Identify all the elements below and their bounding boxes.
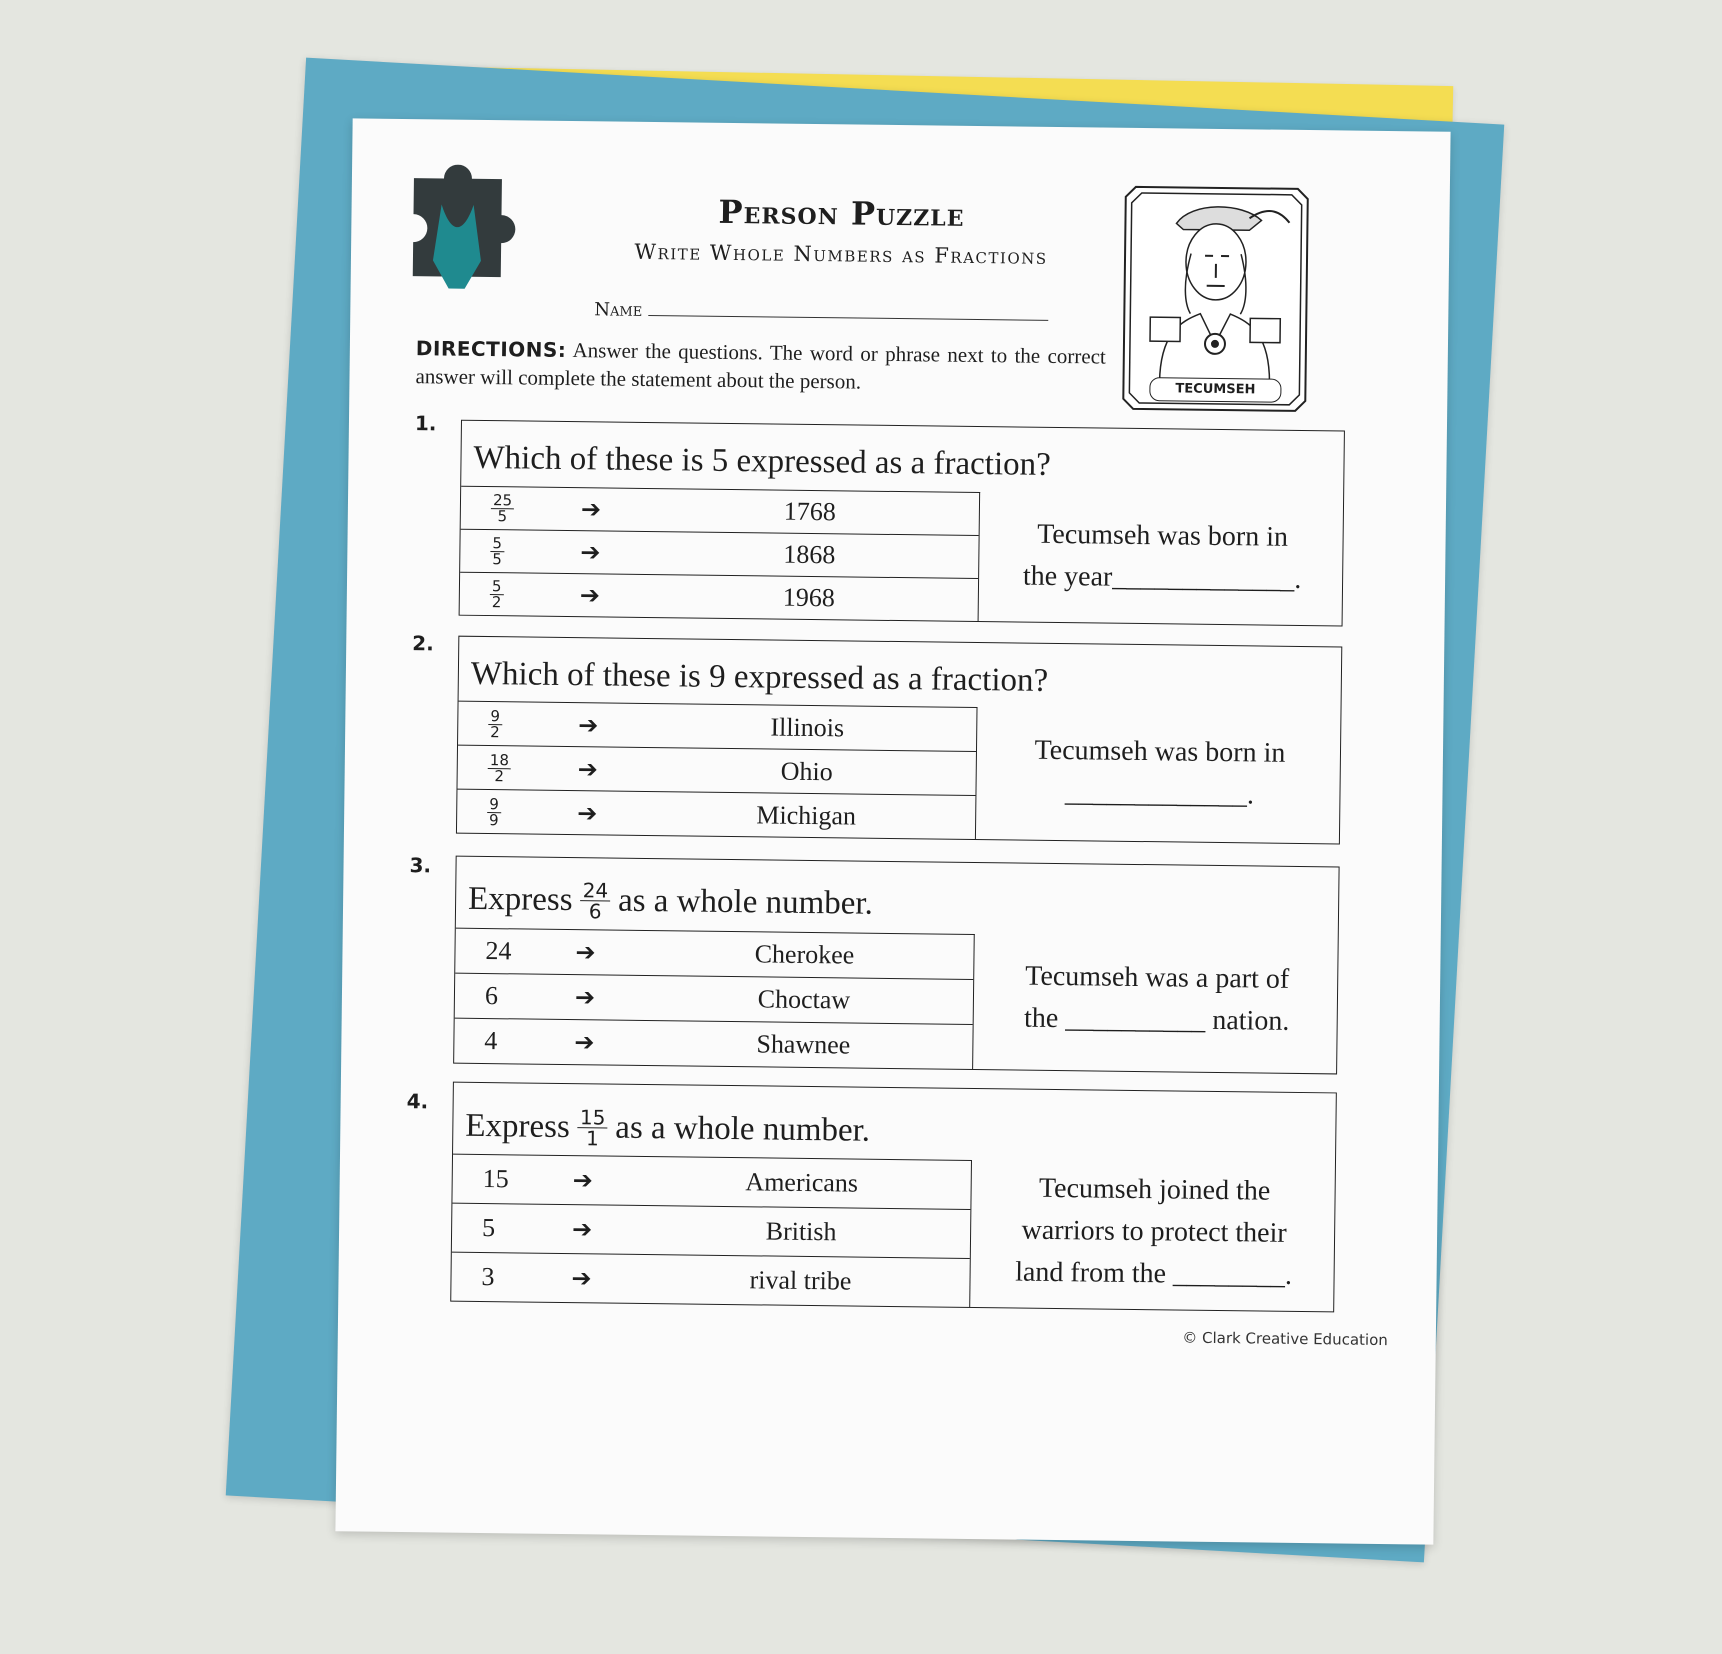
option-row[interactable] — [461, 487, 979, 536]
copyright-footer: © Clark Creative Education — [1182, 1328, 1388, 1350]
option-answer: Michigan — [756, 799, 857, 831]
arrow-icon: ➔ — [575, 938, 596, 967]
portrait-name-label: TECUMSEH — [1149, 377, 1281, 403]
statement-line: Tecumseh was born in — [1034, 734, 1286, 769]
prompt-fraction: $\frac{24}{6}$ — [582, 877, 609, 923]
arrow-icon: ➔ — [572, 1166, 593, 1195]
arrow-icon: ➔ — [580, 538, 601, 567]
option-value: 6 — [484, 981, 499, 1011]
arrow-icon: ➔ — [580, 495, 602, 524]
option-fraction: $\frac{25}{5}$ — [492, 491, 513, 526]
question-4-box — [450, 1082, 1337, 1313]
option-row[interactable] — [460, 530, 978, 579]
option-row[interactable] — [458, 702, 976, 752]
prompt-fraction: $\frac{15}{1}$ — [579, 1104, 606, 1150]
option-fraction: $\frac{9}{9}$ — [489, 794, 499, 829]
directions-label: DIRECTIONS: — [415, 336, 567, 362]
statement-line: Tecumseh joined the — [1038, 1172, 1271, 1207]
prompt-text: Express — [467, 880, 573, 918]
option-answer: 1968 — [782, 582, 836, 613]
arrow-icon: ➔ — [574, 1028, 595, 1057]
option-answer: Choctaw — [757, 984, 851, 1015]
statement-line: _____________. — [1064, 777, 1255, 811]
statement-line: the year_____________. — [1022, 560, 1302, 595]
prompt-text: as a whole number. — [617, 882, 874, 922]
question-2-box — [456, 636, 1342, 845]
option-row[interactable] — [457, 746, 975, 796]
option-fraction: $\frac{5}{5}$ — [492, 534, 503, 569]
option-value: 15 — [482, 1164, 509, 1194]
question-number-2: 2. — [412, 631, 434, 656]
arrow-icon: ➔ — [571, 1264, 592, 1293]
option-answer: 1768 — [783, 496, 837, 527]
arrow-icon: ➔ — [577, 798, 598, 827]
question-3-box — [453, 856, 1339, 1075]
question-number-1: 1. — [414, 411, 437, 436]
question-3-statement — [986, 955, 1327, 1043]
option-row[interactable] — [455, 929, 974, 980]
question-1-options — [460, 486, 981, 621]
option-row[interactable] — [452, 1204, 971, 1259]
arrow-icon: ➔ — [578, 710, 599, 739]
name-row — [594, 299, 1048, 326]
question-4-statement — [983, 1167, 1325, 1297]
question-3-options — [454, 928, 975, 1069]
option-fraction: $\frac{5}{2}$ — [491, 577, 502, 612]
question-number-4: 4. — [406, 1089, 429, 1114]
option-answer: Cherokee — [754, 939, 855, 970]
statement-line: the __________ nation. — [1023, 1002, 1290, 1037]
prompt-text: as a whole number. — [615, 1109, 871, 1149]
option-fraction: $\frac{9}{2}$ — [490, 706, 501, 741]
option-value: 5 — [481, 1213, 496, 1243]
tecumseh-portrait — [1119, 183, 1312, 415]
option-value: 4 — [484, 1026, 498, 1056]
question-2-statement — [989, 729, 1330, 817]
arrow-icon: ➔ — [577, 754, 599, 783]
option-answer: rival tribe — [749, 1265, 852, 1296]
option-row[interactable] — [452, 1155, 971, 1210]
option-answer: British — [765, 1216, 837, 1247]
option-row[interactable] — [457, 790, 975, 839]
name-field[interactable] — [648, 301, 1048, 321]
option-fraction: $\frac{18}{2}$ — [489, 750, 510, 786]
prompt-text: Express — [465, 1107, 571, 1145]
option-row[interactable] — [454, 1019, 972, 1069]
option-answer: Shawnee — [756, 1029, 851, 1060]
question-2-prompt: Which of these is 9 expressed as a fraction? — [470, 655, 1049, 699]
arrow-icon: ➔ — [574, 983, 596, 1012]
directions-text: Answer the questions. The word or phrase next to the correct answer will complete the statement about the person. — [415, 338, 1106, 394]
statement-line: Tecumseh was born in — [1037, 518, 1289, 553]
statement-line: land from the ________. — [1015, 1256, 1293, 1291]
option-answer: Americans — [745, 1167, 859, 1198]
statement-line: Tecumseh was a part of — [1025, 960, 1290, 995]
directions — [415, 334, 1106, 398]
question-4-options — [451, 1154, 972, 1307]
option-value: 3 — [481, 1262, 495, 1292]
option-row[interactable] — [455, 974, 974, 1025]
question-1-prompt: Which of these is 5 expressed as a fraction? — [473, 439, 1051, 483]
option-row[interactable] — [451, 1253, 970, 1307]
worksheet-subtitle: Write Whole Numbers as Fractions — [634, 239, 1048, 269]
option-row[interactable] — [460, 573, 978, 621]
option-answer: Illinois — [770, 711, 845, 742]
worksheet-page — [335, 118, 1450, 1544]
worksheet-title: Person Puzzle — [718, 192, 965, 234]
puzzle-piece-icon — [391, 164, 525, 298]
arrow-icon: ➔ — [579, 581, 601, 610]
option-value: 24 — [485, 936, 512, 966]
option-answer: 1868 — [783, 539, 836, 570]
question-2-options — [457, 701, 978, 839]
name-label: Name — [594, 299, 643, 321]
question-1-statement — [992, 513, 1333, 601]
statement-line: warriors to protect their — [1021, 1214, 1287, 1249]
arrow-icon: ➔ — [571, 1215, 593, 1244]
question-number-3: 3. — [409, 853, 432, 878]
option-answer: Ohio — [780, 756, 833, 786]
question-1-box — [459, 420, 1345, 627]
